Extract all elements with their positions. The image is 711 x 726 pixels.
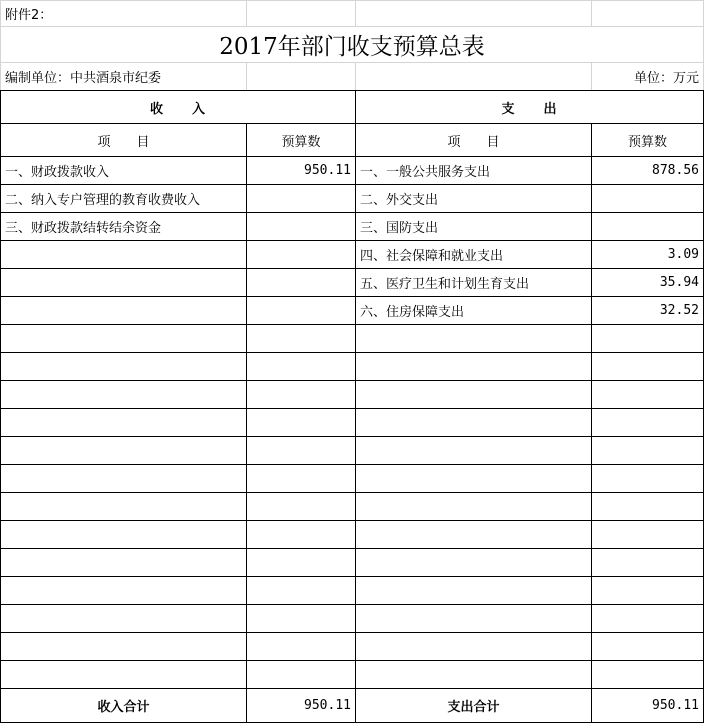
income-value-cell (247, 577, 356, 605)
income-value-cell (247, 633, 356, 661)
expense-item-cell (356, 437, 592, 465)
table-row (1, 409, 704, 437)
income-section-header: 收 入 (1, 91, 356, 124)
expense-value-cell (592, 381, 704, 409)
expense-section-header: 支 出 (356, 91, 704, 124)
income-value-cell (247, 493, 356, 521)
expense-item-cell: 二、外交支出 (356, 185, 592, 213)
income-item-cell (1, 605, 247, 633)
expense-item-cell: 四、社会保障和就业支出 (356, 241, 592, 269)
expense-item-cell (356, 409, 592, 437)
income-value-cell (247, 185, 356, 213)
expense-value-cell (592, 185, 704, 213)
title-row (1, 27, 704, 63)
table-row (1, 521, 704, 549)
table-row (1, 325, 704, 353)
expense-item-cell (356, 633, 592, 661)
totals-row (1, 689, 704, 723)
income-value-cell (247, 465, 356, 493)
expense-value-cell (592, 353, 704, 381)
expense-value-cell: 878.56 (592, 157, 704, 185)
table-row (1, 353, 704, 381)
income-item-cell (1, 409, 247, 437)
income-value-cell (247, 661, 356, 689)
income-value-cell (247, 297, 356, 325)
income-item-cell (1, 521, 247, 549)
expense-item-cell (356, 381, 592, 409)
table-row (1, 185, 704, 213)
income-value-cell (247, 521, 356, 549)
expense-item-cell (356, 605, 592, 633)
expense-item-cell (356, 493, 592, 521)
page-title: 2017年部门收支预算总表 (1, 27, 704, 63)
expense-value-cell: 3.09 (592, 241, 704, 269)
unit-label: 单位：万元 (592, 63, 704, 91)
income-item-cell (1, 381, 247, 409)
income-item-cell: 二、纳入专户管理的教育收费收入 (1, 185, 247, 213)
expense-budget-header: 预算数 (592, 124, 704, 157)
income-value-cell (247, 409, 356, 437)
income-item-cell: 三、财政拨款结转结余资金 (1, 213, 247, 241)
expense-item-cell (356, 465, 592, 493)
expense-value-cell (592, 325, 704, 353)
expense-item-header: 项 目 (356, 124, 592, 157)
expense-item-cell (356, 577, 592, 605)
expense-value-cell (592, 577, 704, 605)
income-value-cell (247, 353, 356, 381)
table-row (1, 633, 704, 661)
income-item-cell (1, 661, 247, 689)
table-row (1, 297, 704, 325)
expense-item-cell: 五、医疗卫生和计划生育支出 (356, 269, 592, 297)
expense-value-cell (592, 409, 704, 437)
expense-total-value: 950.11 (592, 689, 704, 723)
table-row (1, 549, 704, 577)
expense-value-cell: 32.52 (592, 297, 704, 325)
income-item-cell (1, 353, 247, 381)
expense-item-cell (356, 521, 592, 549)
table-row (1, 381, 704, 409)
expense-item-cell: 三、国防支出 (356, 213, 592, 241)
table-row (1, 213, 704, 241)
expense-value-cell (592, 521, 704, 549)
table-row (1, 241, 704, 269)
income-value-cell (247, 549, 356, 577)
income-item-cell (1, 633, 247, 661)
income-value-cell (247, 437, 356, 465)
income-value-cell (247, 269, 356, 297)
expense-value-cell (592, 437, 704, 465)
income-value-cell: 950.11 (247, 157, 356, 185)
income-item-cell (1, 465, 247, 493)
income-item-cell (1, 493, 247, 521)
income-value-cell (247, 213, 356, 241)
table-row (1, 661, 704, 689)
table-row (1, 269, 704, 297)
income-item-cell (1, 269, 247, 297)
expense-value-cell (592, 213, 704, 241)
section-header-row (1, 91, 704, 124)
income-value-cell (247, 381, 356, 409)
income-item-cell (1, 297, 247, 325)
expense-item-cell (356, 661, 592, 689)
table-row (1, 577, 704, 605)
org-label: 编制单位：中共酒泉市纪委 (1, 63, 247, 91)
expense-item-cell (356, 325, 592, 353)
expense-value-cell: 35.94 (592, 269, 704, 297)
expense-item-cell: 六、住房保障支出 (356, 297, 592, 325)
income-total-value: 950.11 (247, 689, 356, 723)
expense-value-cell (592, 465, 704, 493)
expense-item-cell (356, 353, 592, 381)
expense-value-cell (592, 605, 704, 633)
org-unit-row (1, 63, 704, 91)
expense-value-cell (592, 549, 704, 577)
table-row (1, 465, 704, 493)
attachment-row (1, 1, 704, 27)
income-item-cell (1, 437, 247, 465)
income-budget-header: 预算数 (247, 124, 356, 157)
income-value-cell (247, 605, 356, 633)
income-total-label: 收入合计 (1, 689, 247, 723)
income-value-cell (247, 241, 356, 269)
table-row (1, 157, 704, 185)
column-header-row (1, 124, 704, 157)
expense-total-label: 支出合计 (356, 689, 592, 723)
attachment-label: 附件2： (1, 1, 247, 27)
income-item-header: 项 目 (1, 124, 247, 157)
table-row (1, 437, 704, 465)
income-item-cell (1, 325, 247, 353)
table-row (1, 493, 704, 521)
income-item-cell (1, 241, 247, 269)
expense-value-cell (592, 633, 704, 661)
expense-item-cell: 一、一般公共服务支出 (356, 157, 592, 185)
expense-item-cell (356, 549, 592, 577)
income-value-cell (247, 325, 356, 353)
table-row (1, 605, 704, 633)
expense-value-cell (592, 493, 704, 521)
income-item-cell (1, 549, 247, 577)
income-item-cell: 一、财政拨款收入 (1, 157, 247, 185)
income-item-cell (1, 577, 247, 605)
expense-value-cell (592, 661, 704, 689)
